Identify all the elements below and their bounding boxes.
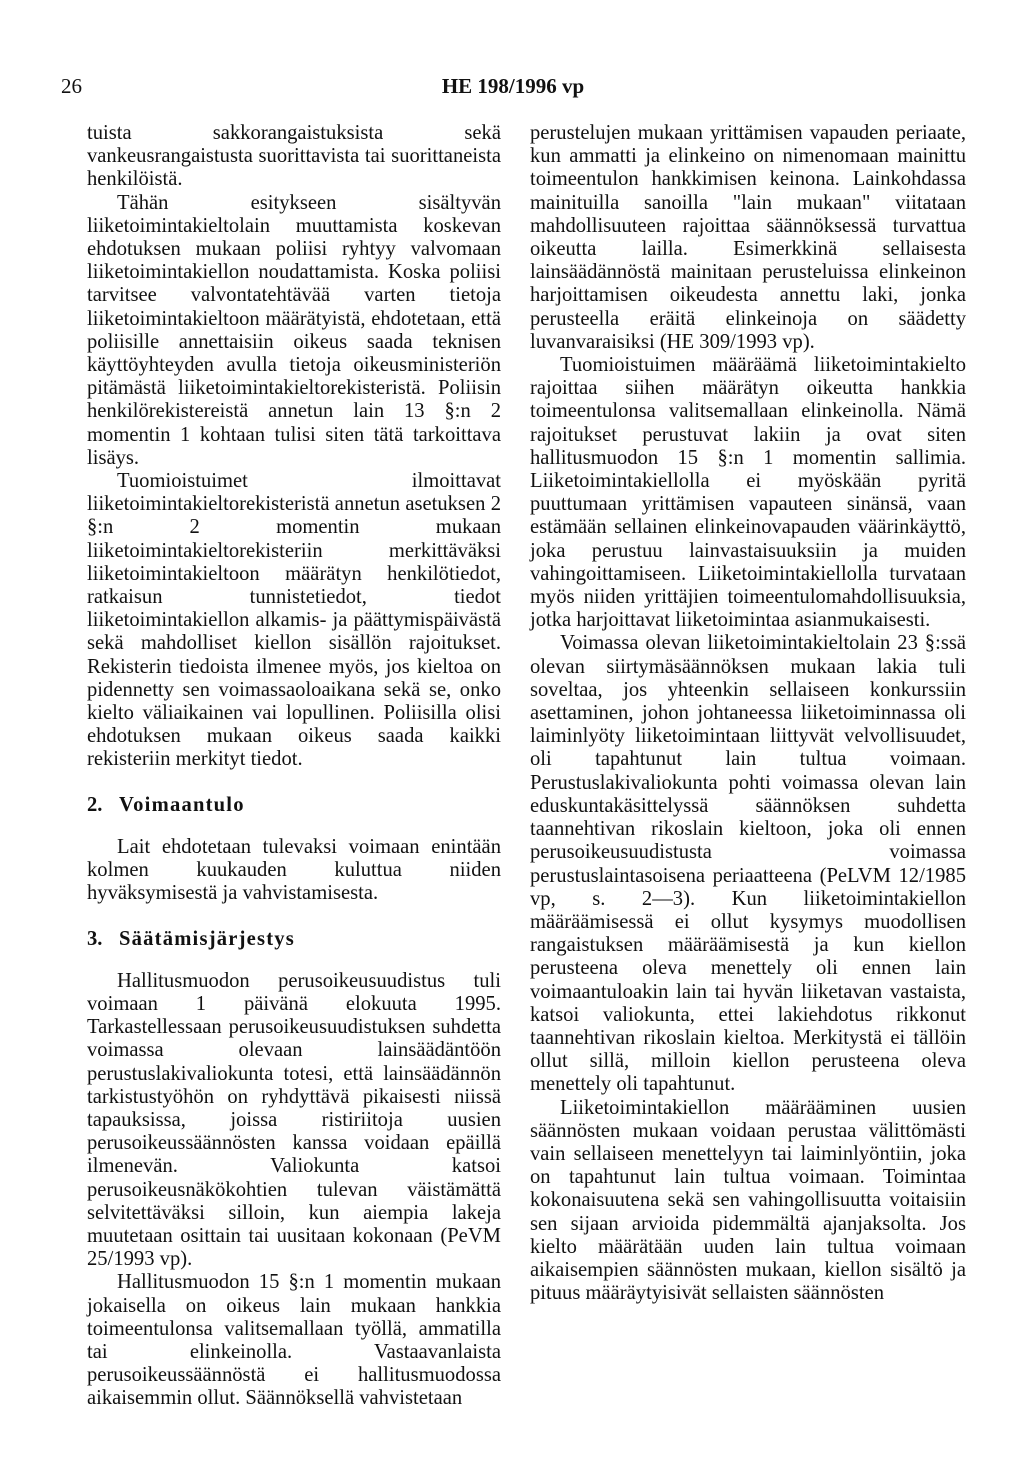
paragraph: tuista sakkorangaistuksista sekä vankeusrangaistusta suorittavista tai suorittaneista henkilöistä. — [87, 122, 501, 191]
paragraph: Tuomioistuimen määräämä liiketoimintakielto rajoittaa siihen määrätyn oikeutta hankkia toimeentulonsa valitsemallaan elinkeinolla. Nämä rajoitukset perustuvat lakiin ja ovat siten hallitusmuodon 15 §:n 1 momentin sallimia. Liiketoimintakiellolla ei myöskään pyritä puuttumaan yrittämisen vapauteen sinänsä, vaan estämään sellainen elinkeinovapauden väärinkäyttö, joka perustuu lainvastaisuuksiin ja muiden vahingoittamiseen. Liiketoimintakiellolla turvataan myös niiden yrittäjien toimeentulomahdollisuuksia, jotka harjoittavat liiketoimintaa asianmukaisesti. — [530, 354, 966, 632]
paragraph: Lait ehdotetaan tulevaksi voimaan enintään kolmen kuukauden kuluttua niiden hyväksymisestä ja vahvistamisesta. — [87, 835, 501, 905]
section-heading-3 — [87, 928, 501, 951]
right-column — [530, 122, 966, 1305]
paragraph: Hallitusmuodon 15 §:n 1 momentin mukaan jokaisella on oikeus lain mukaan hankkia toimeentulonsa valitsemallaan työllä, ammatilla tai elinkeinolla. Vastaavanlaista perusoikeussäännöstä ei hallitusmuodossa aikaisemmin ollut. Säännöksellä vahvistetaan — [87, 1271, 501, 1410]
paragraph: Tuomioistuimet ilmoittavat liiketoimintakieltorekisteristä annetun asetuksen 2 §:n 2 momentin mukaan liiketoimintakieltorekisteriin merkittäväksi liiketoimintakieltoon määrätyn henkilötiedot, ratkaisun tunnistetiedot, tiedot liiketoimintakiellon alkamis- ja päättymispäivästä sekä mahdolliset kiellon sisällön rajoitukset. Rekisterin tiedoista ilmenee myös, jos kieltoa on pidennetty sen voimassaoloaikana sekä se, onko kielto väliaikainen vai lopullinen. Poliisilla olisi ehdotuksen mukaan oikeus saada kaikki rekisteriin merkityt tiedot. — [87, 470, 501, 771]
paragraph: Tähän esitykseen sisältyvän liiketoimintakieltolain muuttamista koskevan ehdotuksen mukaan poliisi ryhtyy valvomaan liiketoimintakiellon noudattamista. Koska poliisi tarvitsee valvontatehtävää varten tietoja liiketoimintakieltoon määrätyistä, ehdotetaan, että poliisille annettaisiin oikeus saada teknisen käyttöyhteyden avulla tietoja oikeusministeriön pitämästä liiketoimintakieltorekisteristä. Poliisin henkilörekistereistä annetun lain 13 §:n 2 momentin 1 kohtaan tulisi siten tätä tarkoittava lisäys. — [87, 191, 501, 469]
page-header — [61, 74, 965, 104]
document-reference: HE 198/1996 vp — [441, 74, 585, 98]
section-title: Säätämisjärjestys — [119, 927, 295, 950]
paragraph: Liiketoimintakiellon määrääminen uusien säännösten mukaan voidaan perustaa välittömästi vain sellaiseen menettelyyn tai laiminlyöntiin, joka on tapahtunut lain tultua voimaan. Toimintaa kokonaisuutena sekä sen vahingollisuutta voitaisiin sen sijaan arvioida pidemmältä ajanjaksolta. Jos kielto määrätään uuden lain tultua voimaan aikaisempien säännösten mukaan, kiellon sisältö ja pituus määräytyisivät sellaisten säännösten — [530, 1096, 966, 1305]
section-number: 2. — [87, 793, 103, 816]
page-number: 26 — [61, 74, 82, 98]
section-number: 3. — [87, 927, 103, 950]
section-title: Voimaantulo — [119, 793, 245, 816]
paragraph: Voimassa olevan liiketoimintakieltolain 23 §:ssä olevan siirtymäsäännöksen mukaan lakia tuli soveltaa, jos yhteenkin sellaiseen konkurssiin asettaminen, johon johtaneessa liiketoiminnassa oli laiminlyöty liiketoimintaan liittyvät velvollisuudet, oli tapahtunut lain tultua voimaan. Perustuslakivaliokunta pohti voimassa olevan lain eduskuntakäsittelyssä säännöksen suhdetta taannehtivan rikoslain kieltoon, joka oli ennen perusoikeusuudistusta voimassa perustuslaintasoisena periaatteena (PeLVM 12/1985 vp, s. 2—3). Kun liiketoimintakiellon määräämisessä ei ollut kysymys muodollisen rangaistuksen määräämisestä ja kun kiellon perusteena oleva menettely oli ennen lain voimaantuloakin lain tai hyvän liiketavan vastaista, katsoi valiokunta, ettei lakiehdotus rikkonut taannehtivan rikoslain kieltoa. Merkitystä ei tällöin ollut sillä, milloin kiellon perusteena oleva menettely oli tapahtunut. — [530, 632, 966, 1096]
section-heading-2 — [87, 794, 501, 817]
paragraph: Hallitusmuodon perusoikeusuudistus tuli voimaan 1 päivänä elokuuta 1995. Tarkastellessaan perusoikeusuudistuksen suhdetta voimassa olevaan lainsäädäntöön perustuslakivaliokunta totesi, että lainsäädännön tarkistustyöhön on ryhdyttävä pikaisesti niissä tapauksissa, joissa ristiriitoja uusien perusoikeussäännösten kanssa voidaan epäillä ilmenevän. Valiokunta katsoi perusoikeusnäkökohtien tulevan väistämättä selvitettäväksi silloin, kun aiempia lakeja muutetaan osittain tai uusitaan kokonaan (PeVM 25/1993 vp). — [87, 969, 501, 1271]
left-column — [87, 122, 501, 1411]
paragraph: perustelujen mukaan yrittämisen vapauden periaate, kun ammatti ja elinkeino on nimenomaan mainittu toimeentulon hankkimisen keinona. Lainkohdassa mainituilla sanoilla "lain mukaan" viitataan mahdollisuuteen rajoittaa säännöksessä turvattua oikeutta lailla. Esimerkkinä sellaisesta lainsäädännöstä mainitaan perusteluissa elinkeinon harjoittamisen oikeudesta annettu laki, jonka perusteella eräitä elinkeinoja on säädetty luvanvaraisiksi (HE 309/1993 vp). — [530, 122, 966, 353]
